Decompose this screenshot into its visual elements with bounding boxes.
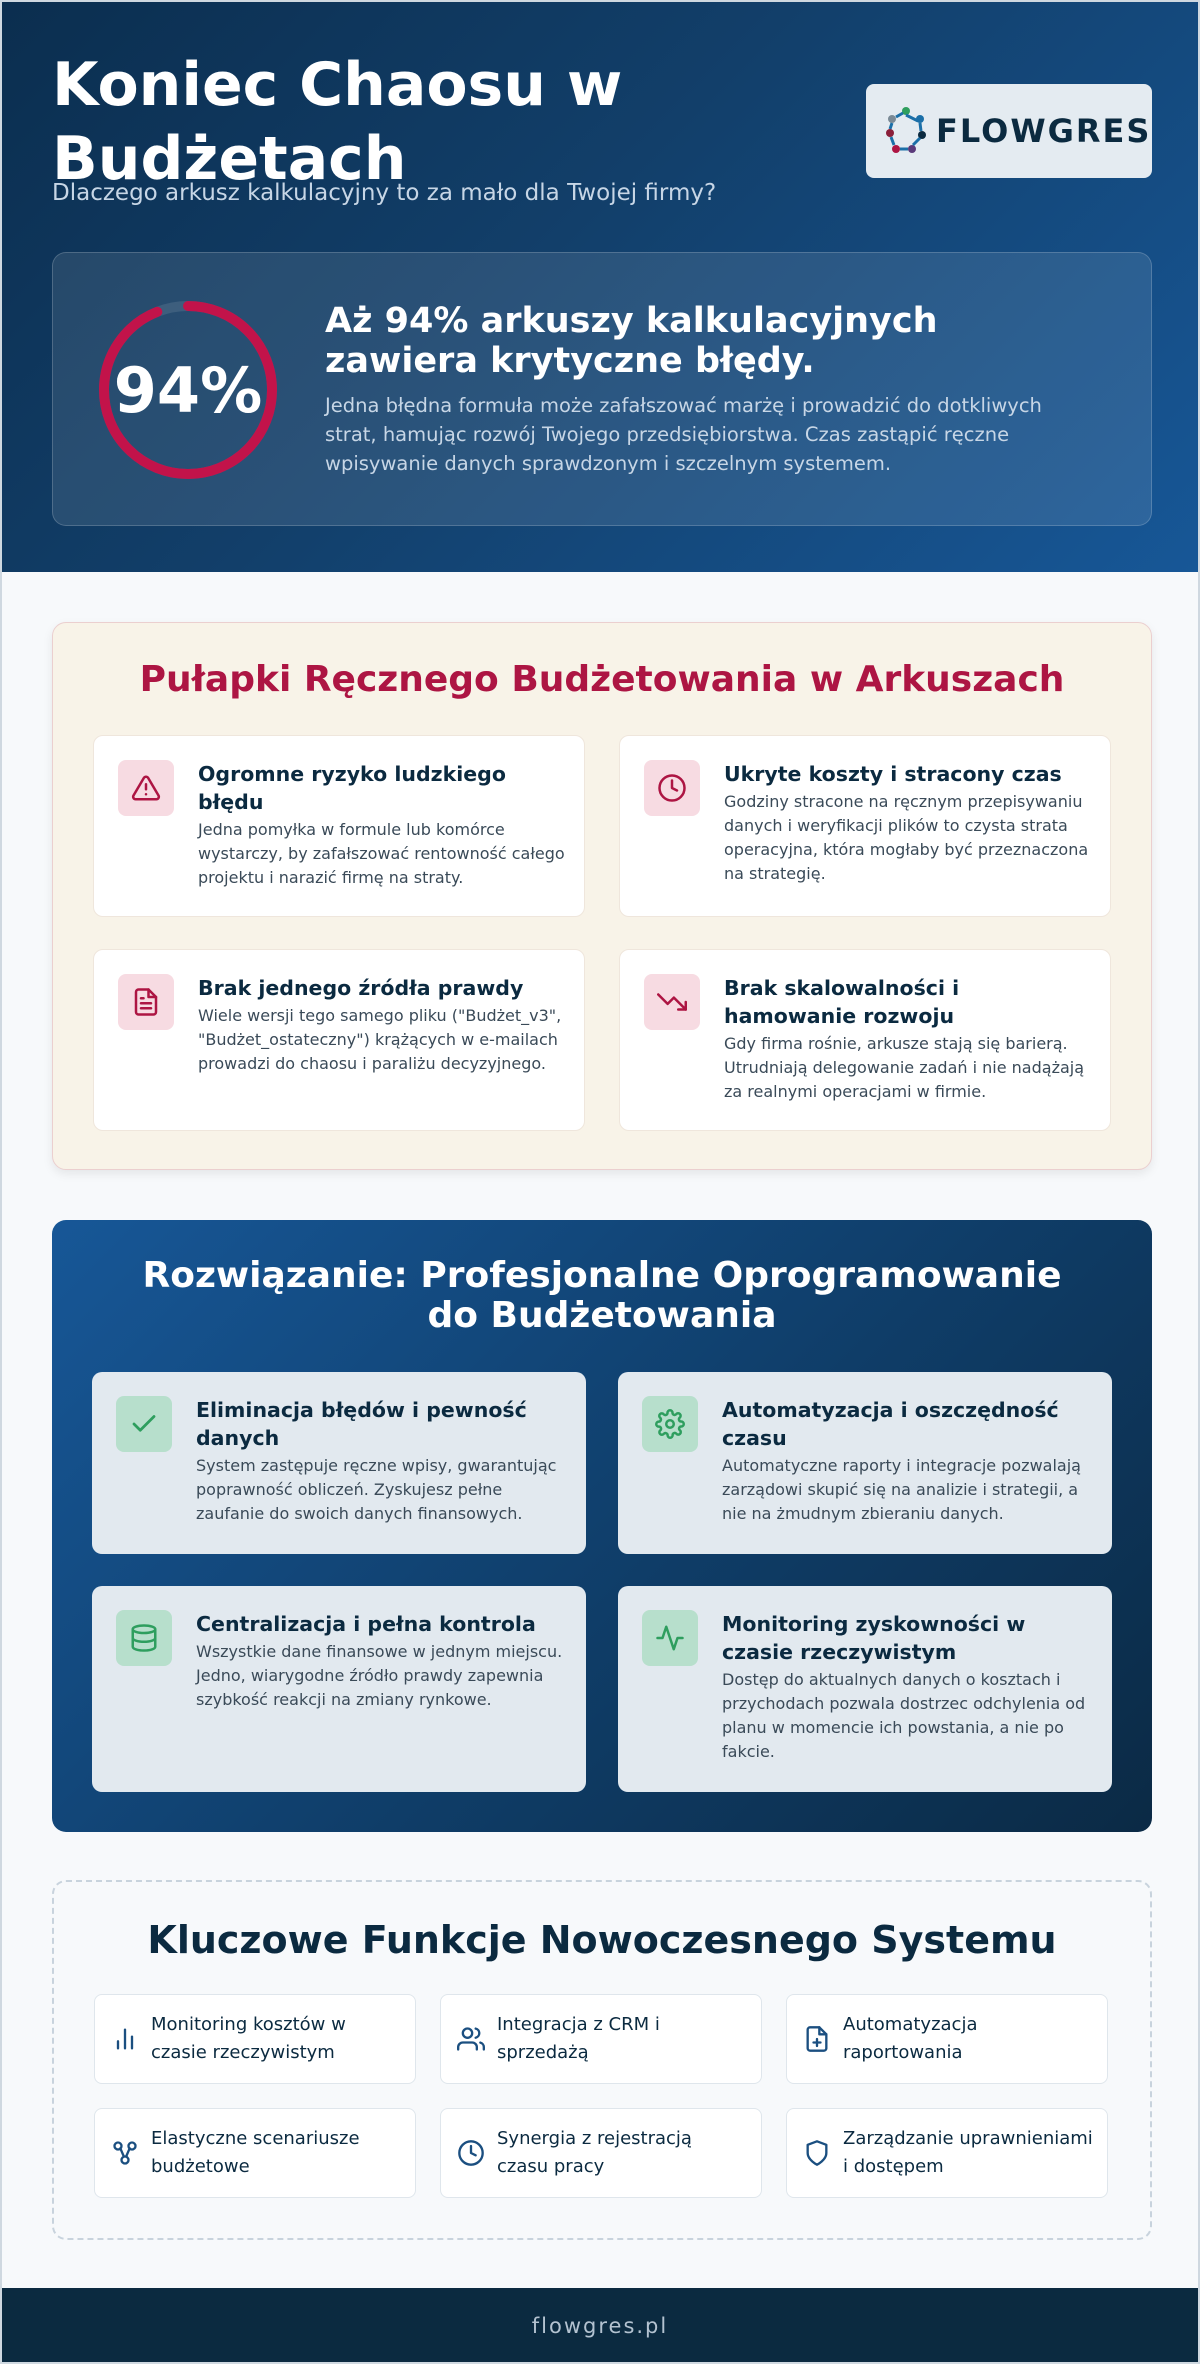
feature-item	[786, 1994, 1108, 2084]
pitfall-text: Godziny stracone na ręcznym przepisywaniu danych i weryfikacji plików to czysta strata operacyjna, która mogłaby być przeznaczona na strategię.	[724, 792, 1089, 883]
footer-link[interactable]: flowgres.pl	[531, 2314, 669, 2338]
logo-mark-icon	[882, 103, 930, 159]
stat-card	[52, 252, 1152, 526]
check-icon	[116, 1396, 172, 1452]
database-icon	[116, 1610, 172, 1666]
branch-icon	[111, 2139, 139, 2167]
solution-item-text: System zastępuje ręczne wpisy, gwarantując poprawność obliczeń. Zyskujesz pełne zaufanie do swoich danych finansowych.	[196, 1456, 557, 1523]
pitfall-title: Brak skalowalności i hamowanie rozwoju	[724, 976, 960, 1028]
feature-label: Monitoring kosztów w czasie rzeczywistym	[151, 2014, 346, 2063]
solution-item-title: Automatyzacja i oszczędność czasu	[722, 1398, 1059, 1450]
trending-down-icon	[644, 974, 700, 1030]
stat-value: 94%	[113, 353, 263, 427]
users-icon	[457, 2025, 485, 2053]
shield-icon	[803, 2139, 831, 2167]
gear-icon	[642, 1396, 698, 1452]
feature-item	[94, 2108, 416, 2198]
solution-item-text: Wszystkie dane finansowe w jednym miejscu. Jedno, wiarygodne źródło prawdy zapewnia szybkość reakcji na zmiany rynkowe.	[196, 1642, 563, 1709]
feature-label: Integracja z CRM i sprzedażą	[497, 2014, 660, 2063]
feature-label: Synergia z rejestracją czasu pracy	[497, 2128, 692, 2177]
solution-item-text: Automatyczne raporty i integracje pozwalają zarządowi skupić się na analizie i strategii, a nie na żmudnym zbieraniu danych.	[722, 1456, 1081, 1523]
features-title: Kluczowe Funkcje Nowoczesnego Systemu	[147, 1918, 1057, 1962]
brand-logo	[866, 84, 1152, 178]
stat-title: Aż 94% arkuszy kalkulacyjnych zawiera krytyczne błędy.	[325, 301, 938, 381]
feature-item	[786, 2108, 1108, 2198]
pitfalls-section	[52, 622, 1152, 1170]
solution-card	[618, 1586, 1112, 1792]
solution-item-title: Eliminacja błędów i pewność danych	[196, 1398, 527, 1450]
stat-description: Jedna błędna formuła może zafałszować marżę i prowadzić do dotkliwych strat, hamując rozwój Twojego przedsiębiorstwa. Czas zastąpić ręczne wpisywanie danych sprawdzonym i szczelnym systemem.	[325, 394, 1042, 475]
solution-card	[92, 1586, 586, 1792]
feature-item	[440, 1994, 762, 2084]
bar-chart-icon	[111, 2025, 139, 2053]
pitfall-card	[93, 735, 585, 917]
pitfall-title: Ukryte koszty i stracony czas	[724, 762, 1062, 786]
solution-card	[618, 1372, 1112, 1554]
pitfall-card	[619, 949, 1111, 1131]
footer	[2, 2288, 1198, 2364]
solution-item-text: Dostęp do aktualnych danych o kosztach i przychodach pozwala dostrzec odchylenia od planu w momencie ich powstania, a nie po fakcie.	[722, 1670, 1086, 1761]
document-icon	[118, 974, 174, 1030]
pitfalls-title: Pułapki Ręcznego Budżetowania w Arkuszach	[139, 659, 1065, 700]
page-subtitle: Dlaczego arkusz kalkulacyjny to za mało dla Twojej firmy?	[52, 180, 717, 206]
pitfall-card	[93, 949, 585, 1131]
hero-section	[2, 2, 1198, 572]
pitfall-text: Gdy firma rośnie, arkusze stają się barierą. Utrudniają delegowanie zadań i nie nadążają za realnymi operacjami w firmie.	[724, 1034, 1085, 1101]
clock-icon	[644, 760, 700, 816]
pitfall-title: Ogromne ryzyko ludzkiego błędu	[198, 762, 506, 814]
feature-item	[94, 1994, 416, 2084]
pitfall-title: Brak jednego źródła prawdy	[198, 976, 524, 1000]
pitfall-text: Jedna pomyłka w formule lub komórce wystarczy, by zafałszować rentowność całego projektu i narazić firmę na straty.	[198, 820, 565, 887]
solution-card	[92, 1372, 586, 1554]
feature-label: Zarządzanie uprawnieniami i dostępem	[843, 2128, 1093, 2177]
file-plus-icon	[803, 2025, 831, 2053]
activity-icon	[642, 1610, 698, 1666]
solution-item-title: Monitoring zyskowności w czasie rzeczywistym	[722, 1612, 1026, 1664]
logo-text: FLOWGRES	[936, 112, 1152, 150]
solution-title: Rozwiązanie: Profesjonalne Oprogramowanie do Budżetowania	[142, 1255, 1062, 1336]
features-section	[52, 1880, 1152, 2240]
feature-label: Automatyzacja raportowania	[843, 2014, 978, 2063]
feature-label: Elastyczne scenariusze budżetowe	[151, 2128, 360, 2177]
warning-icon	[118, 760, 174, 816]
solution-item-title: Centralizacja i pełna kontrola	[196, 1612, 536, 1636]
solution-section	[52, 1220, 1152, 1832]
pitfall-text: Wiele wersji tego samego pliku ("Budżet_v3", "Budżet_ostateczny") krążących w e-mailach prowadzi do chaosu i paraliżu decyzyjnego.	[198, 1006, 562, 1073]
feature-item	[440, 2108, 762, 2198]
clock-icon	[457, 2139, 485, 2167]
pitfall-card	[619, 735, 1111, 917]
page-title: Koniec Chaosu w Budżetach	[52, 50, 623, 194]
